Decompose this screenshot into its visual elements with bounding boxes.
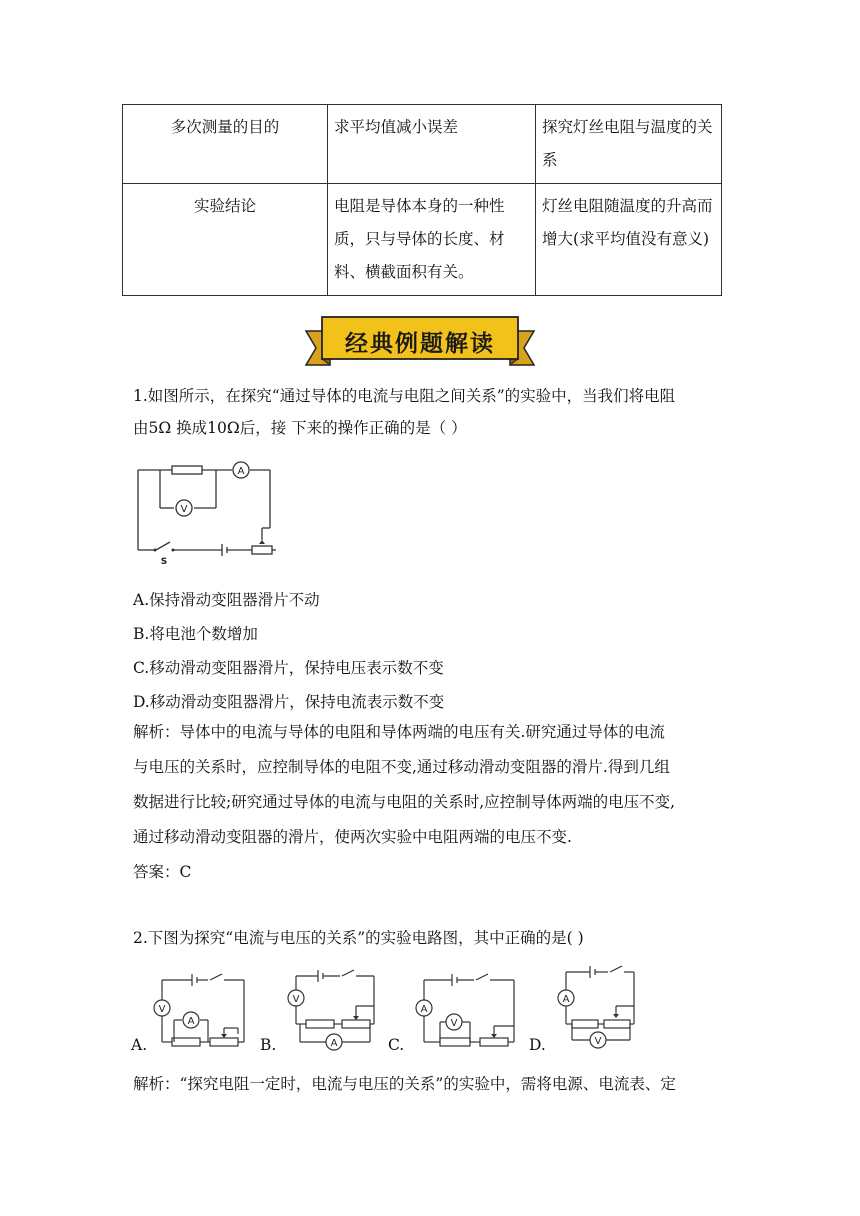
circuit-diagram-icon <box>414 968 524 1052</box>
meter-letter: V <box>292 994 300 1005</box>
q2-circuit-c <box>414 968 524 1056</box>
table-row <box>123 184 722 296</box>
circuit-diagram-icon <box>130 458 280 566</box>
comparison-table <box>122 104 722 296</box>
q1-option: C.移动滑动变阻器滑片，保持电压表示数不变 <box>133 659 444 677</box>
meter-letter: V <box>450 1018 458 1029</box>
q2-circuit-d <box>554 960 644 1056</box>
q1-stem-line: 1.如图所示，在探究“通过导体的电流与电阻之间关系”的实验中，当我们将电阻 <box>133 387 676 405</box>
q2-option-label: C. <box>388 1036 405 1054</box>
meter-letter: A <box>330 1038 338 1049</box>
meter-letter: V <box>594 1036 602 1047</box>
table-cell: 求平均值减小误差 <box>328 105 536 184</box>
q1-analysis <box>133 715 733 855</box>
switch-letter: S <box>160 557 168 566</box>
analysis-line: 通过移动滑动变阻器的滑片，使两次实验中电阻两端的电压不变. <box>133 828 572 846</box>
q1-stem-line: 由5Ω 换成10Ω后，接 下来的操作正确的是（ ） <box>133 419 467 437</box>
q2-option-label: B. <box>260 1036 277 1054</box>
voltmeter-letter: V <box>180 504 188 515</box>
table-cell: 实验结论 <box>123 184 328 296</box>
q2-option-label: A. <box>131 1036 148 1054</box>
circuit-diagram-icon <box>554 960 644 1052</box>
circuit-diagram-icon <box>152 968 252 1052</box>
q2-circuit-a <box>152 968 252 1056</box>
q2-analysis: 解析：“探究电阻一定时，电流与电压的关系”的实验中，需将电源、电流表、定 <box>133 1075 676 1093</box>
meter-letter: A <box>187 1016 195 1027</box>
table-cell: 电阻是导体本身的一种性质，只与导体的长度、材料、横截面积有关。 <box>328 184 536 296</box>
table-row <box>123 105 722 184</box>
q1-option: A.保持滑动变阻器滑片不动 <box>133 591 320 609</box>
banner-title: 经典例题解读 <box>345 331 495 357</box>
table-cell: 多次测量的目的 <box>123 105 328 184</box>
q2-circuit-b <box>286 964 386 1056</box>
circuit-diagram-icon <box>286 964 386 1052</box>
table-cell: 探究灯丝电阻与温度的关系 <box>536 105 722 184</box>
q1-answer: 答案：C <box>133 863 192 881</box>
q1-option: D.移动滑动变阻器滑片，保持电流表示数不变 <box>133 693 445 711</box>
table-cell: 灯丝电阻随温度的升高而增大(求平均值没有意义) <box>536 184 722 296</box>
analysis-line: 数据进行比较;研究通过导体的电流与电阻的关系时,应控制导体两端的电压不变, <box>133 793 676 811</box>
meter-letter: V <box>158 1004 166 1015</box>
analysis-line: 与电压的关系时，应控制导体的电阻不变,通过移动滑动变阻器的滑片.得到几组 <box>133 758 670 776</box>
section-banner <box>304 313 536 371</box>
meter-letter: A <box>562 994 570 1005</box>
q1-option: B.将电池个数增加 <box>133 625 258 643</box>
q2-stem: 2.下图为探究“电流与电压的关系”的实验电路图，其中正确的是( ) <box>133 929 584 947</box>
analysis-line: 解析：导体中的电流与导体的电阻和导体两端的电压有关.研究通过导体的电流 <box>133 723 665 741</box>
meter-letter: A <box>420 1004 428 1015</box>
q2-option-label: D. <box>529 1036 546 1054</box>
ammeter-letter: A <box>237 466 245 477</box>
q1-circuit-figure <box>130 458 280 570</box>
